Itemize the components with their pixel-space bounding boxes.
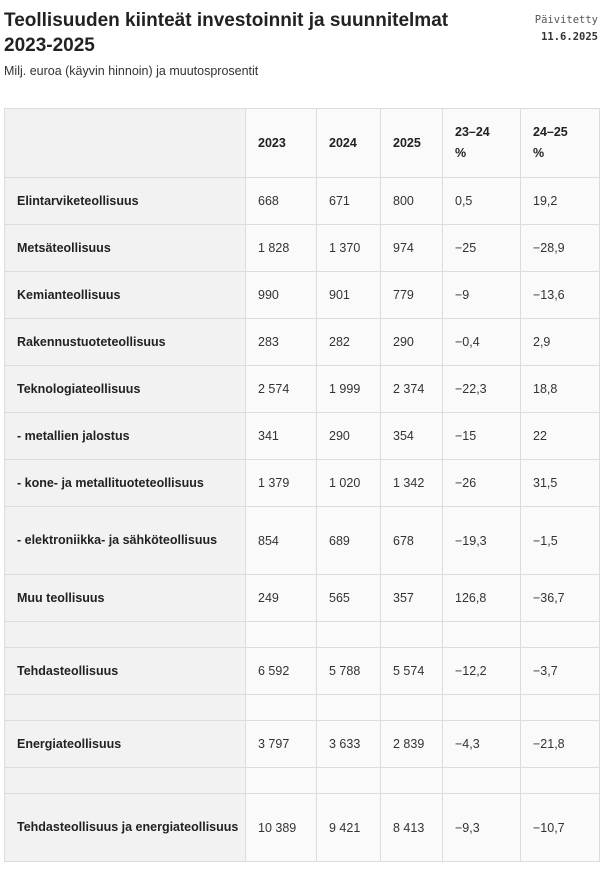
change-24-25 — [521, 768, 600, 794]
column-header-label — [5, 109, 246, 178]
table-row — [5, 721, 600, 768]
change-24-25: −36,7 — [521, 575, 600, 622]
change-24-25: −21,8 — [521, 721, 600, 768]
value-2025 — [381, 768, 443, 794]
value-2023: 990 — [246, 272, 317, 319]
row-label: Tehdasteollisuus ja energiateollisuus — [5, 794, 246, 862]
value-2024: 1 370 — [317, 225, 381, 272]
value-2025: 354 — [381, 413, 443, 460]
value-2023: 1 828 — [246, 225, 317, 272]
table-row — [5, 366, 600, 413]
value-2024: 689 — [317, 507, 381, 575]
value-2025 — [381, 622, 443, 648]
value-2025: 974 — [381, 225, 443, 272]
row-label: Rakennustuoteteollisuus — [5, 319, 246, 366]
value-2024 — [317, 768, 381, 794]
value-2025: 2 839 — [381, 721, 443, 768]
table-row — [5, 575, 600, 622]
table-row — [5, 648, 600, 695]
value-2023: 249 — [246, 575, 317, 622]
change-24-25: 31,5 — [521, 460, 600, 507]
row-label — [5, 622, 246, 648]
change-23-24: −19,3 — [443, 507, 521, 575]
value-2024: 282 — [317, 319, 381, 366]
row-label: Metsäteollisuus — [5, 225, 246, 272]
change-24-25: −28,9 — [521, 225, 600, 272]
change-23-24: −25 — [443, 225, 521, 272]
change-23-24: −9,3 — [443, 794, 521, 862]
value-2025: 8 413 — [381, 794, 443, 862]
value-2023: 341 — [246, 413, 317, 460]
header — [4, 8, 601, 88]
table-row — [5, 272, 600, 319]
change-24-25: 2,9 — [521, 319, 600, 366]
value-2025: 357 — [381, 575, 443, 622]
column-header-2023: 2023 — [246, 109, 317, 178]
updated-date: 11.6.2025 — [541, 31, 598, 43]
value-2025: 1 342 — [381, 460, 443, 507]
value-2025: 779 — [381, 272, 443, 319]
row-label: Tehdasteollisuus — [5, 648, 246, 695]
table-header-row — [5, 109, 600, 178]
change-23-24: −26 — [443, 460, 521, 507]
row-label — [5, 695, 246, 721]
change-23-24: 0,5 — [443, 178, 521, 225]
value-2025: 290 — [381, 319, 443, 366]
value-2024: 1 020 — [317, 460, 381, 507]
page-title: Teollisuuden kiinteät investoinnit ja suunnitelmat 2023-2025 — [4, 10, 449, 56]
updated-label: Päivitetty — [534, 14, 598, 26]
table-spacer-row — [5, 622, 600, 648]
change-23-24: −9 — [443, 272, 521, 319]
change-23-24: −12,2 — [443, 648, 521, 695]
table-row — [5, 413, 600, 460]
row-label: - metallien jalostus — [5, 413, 246, 460]
value-2024: 9 421 — [317, 794, 381, 862]
change-23-24: 126,8 — [443, 575, 521, 622]
row-label: - kone- ja metallituoteteollisuus — [5, 460, 246, 507]
value-2024: 901 — [317, 272, 381, 319]
change-24-25: 18,8 — [521, 366, 600, 413]
change-23-24: −15 — [443, 413, 521, 460]
column-header-2024: 2024 — [317, 109, 381, 178]
change-24-25 — [521, 695, 600, 721]
change-23-24: −0,4 — [443, 319, 521, 366]
table-row — [5, 460, 600, 507]
value-2023: 1 379 — [246, 460, 317, 507]
value-2025: 2 374 — [381, 366, 443, 413]
change-23-24 — [443, 768, 521, 794]
value-2024: 290 — [317, 413, 381, 460]
change-24-25: −13,6 — [521, 272, 600, 319]
row-label: Elintarviketeollisuus — [5, 178, 246, 225]
value-2024: 1 999 — [317, 366, 381, 413]
change-24-25: −1,5 — [521, 507, 600, 575]
row-label: Teknologiateollisuus — [5, 366, 246, 413]
row-label: Kemianteollisuus — [5, 272, 246, 319]
value-2023: 3 797 — [246, 721, 317, 768]
table-spacer-row — [5, 768, 600, 794]
table-row — [5, 507, 600, 575]
change-24-25: 22 — [521, 413, 600, 460]
page-subtitle: Milj. euroa (käyvin hinnoin) ja muutosprosentit — [4, 64, 259, 78]
value-2023 — [246, 695, 317, 721]
value-2025: 5 574 — [381, 648, 443, 695]
column-header-change-24-25: 24–25 % — [521, 109, 600, 178]
value-2024: 671 — [317, 178, 381, 225]
updated-info — [535, 12, 598, 46]
value-2023 — [246, 622, 317, 648]
value-2025: 678 — [381, 507, 443, 575]
value-2025 — [381, 695, 443, 721]
value-2023: 2 574 — [246, 366, 317, 413]
value-2023: 283 — [246, 319, 317, 366]
value-2023 — [246, 768, 317, 794]
column-header-change-23-24: 23–24 % — [443, 109, 521, 178]
value-2024 — [317, 622, 381, 648]
row-label: - elektroniikka- ja sähköteollisuus — [5, 507, 246, 575]
change-23-24: −22,3 — [443, 366, 521, 413]
value-2023: 6 592 — [246, 648, 317, 695]
row-label — [5, 768, 246, 794]
value-2023: 668 — [246, 178, 317, 225]
value-2024 — [317, 695, 381, 721]
value-2023: 10 389 — [246, 794, 317, 862]
table-row — [5, 319, 600, 366]
table-spacer-row — [5, 695, 600, 721]
change-24-25: −10,7 — [521, 794, 600, 862]
row-label: Muu teollisuus — [5, 575, 246, 622]
row-label: Energiateollisuus — [5, 721, 246, 768]
value-2024: 565 — [317, 575, 381, 622]
table-row — [5, 225, 600, 272]
change-23-24 — [443, 622, 521, 648]
data-table — [4, 108, 600, 862]
value-2025: 800 — [381, 178, 443, 225]
change-23-24 — [443, 695, 521, 721]
table-row — [5, 178, 600, 225]
value-2024: 3 633 — [317, 721, 381, 768]
change-24-25: 19,2 — [521, 178, 600, 225]
column-header-2025: 2025 — [381, 109, 443, 178]
change-24-25: −3,7 — [521, 648, 600, 695]
table-row — [5, 794, 600, 862]
value-2024: 5 788 — [317, 648, 381, 695]
value-2023: 854 — [246, 507, 317, 575]
change-24-25 — [521, 622, 600, 648]
change-23-24: −4,3 — [443, 721, 521, 768]
